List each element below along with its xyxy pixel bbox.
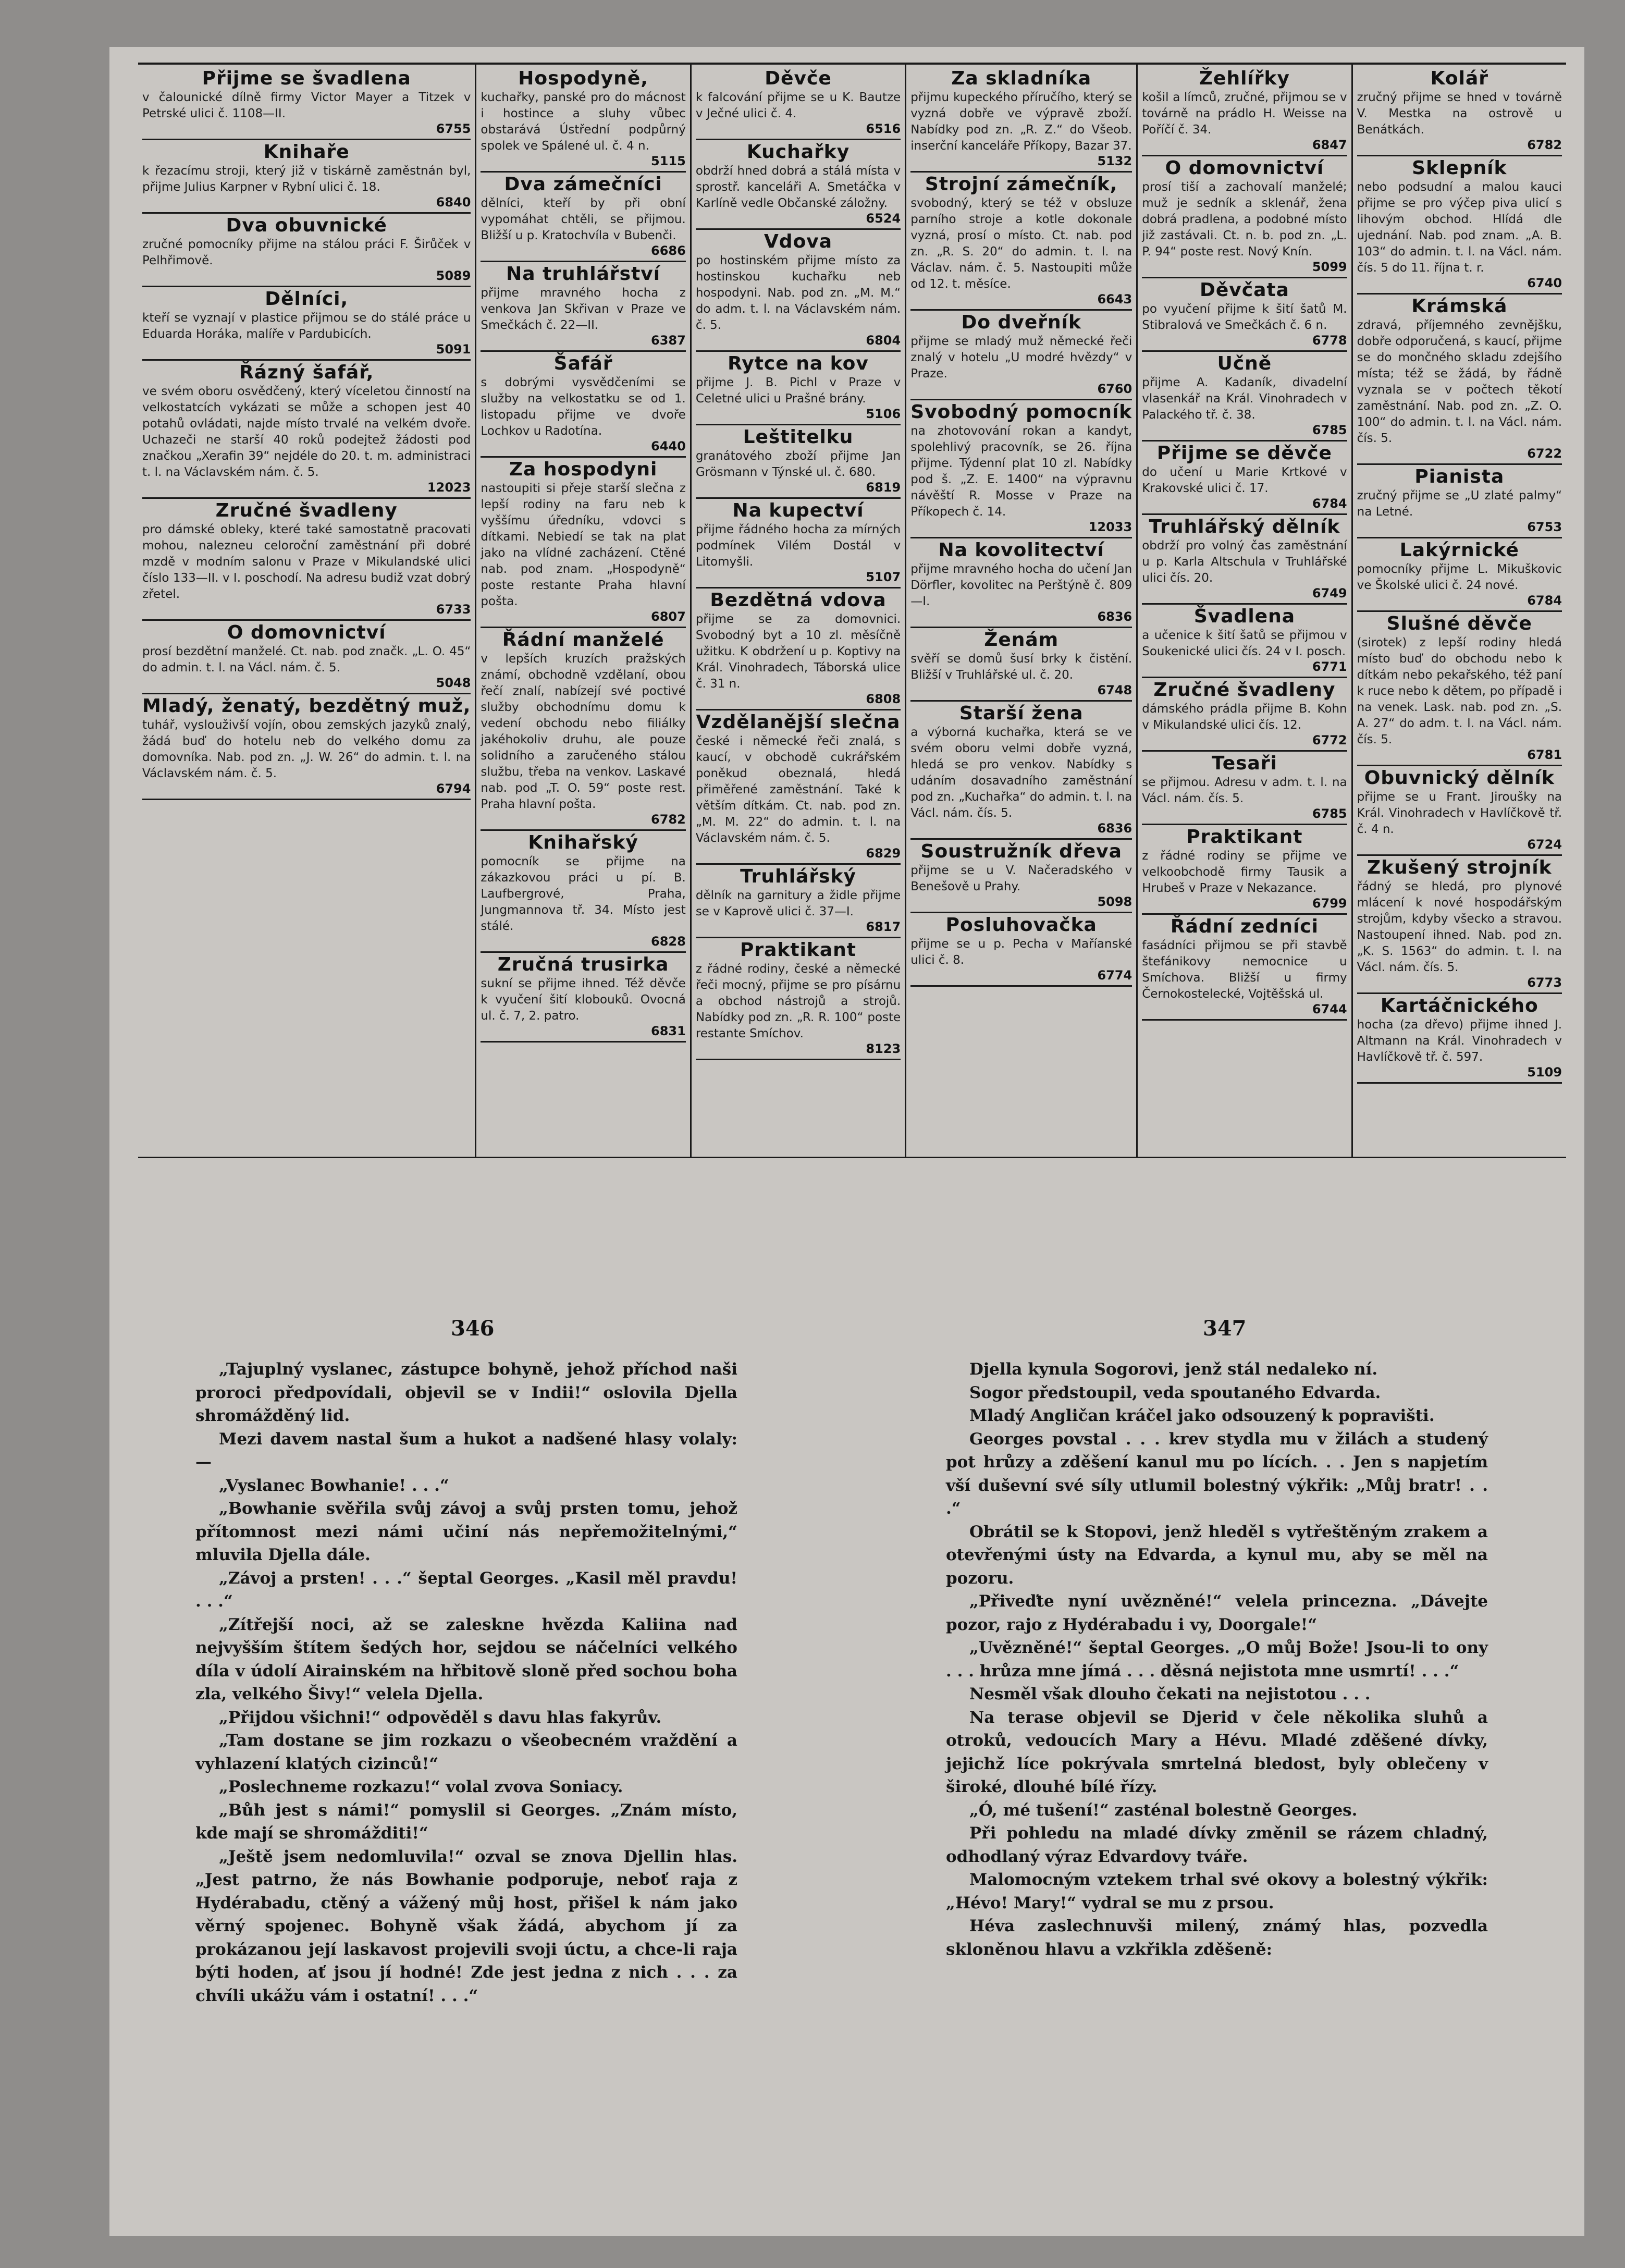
ad-text: do učení u Marie Krtkové v Krakovské ulici č. 17. (1142, 465, 1347, 495)
ad-text: zručný přijme se hned v továrně V. Mestka na ostrově u Benátkách. (1357, 91, 1562, 137)
ad-heading: Starší žena (959, 703, 1084, 724)
ad-heading: Vzdělanější slečna (696, 712, 901, 733)
ad-number: 6808 (866, 692, 901, 706)
ad-heading: Učně (1217, 353, 1272, 374)
ad-number: 6686 (651, 243, 686, 258)
ad-text: z řádné rodiny, české a německé řeči mocný, přijme se pro písárnu a obchod nástrojů a strojů. Nabídky pod zn. „R. R. 100“ poste restante Smíchov. (695, 962, 901, 1040)
ad-number: 6782 (651, 812, 686, 827)
story-paragraph: Obrátil se k Stopovi, jenž hleděl s vytřeštěným zrakem a otevřenými ústy na Edvarda, a kynul mu, aby se měl na pozoru. (946, 1522, 1488, 1588)
ad-number: 6760 (1097, 382, 1132, 396)
ad-text: prosí tiší a zachovalí manželé; muž je sedník a sklenář, žena dobrá pradlena, a podobné místo již zastávali. Ct. n. b. pod zn. „L. P. 94“ poste rest. Nový Knín. (1142, 180, 1347, 259)
ad-number: 6847 (1312, 138, 1347, 152)
ad-text: z řádné rodiny se přijme ve velkoobchodě firmy Tausik a Hrubeš v Praze v Nekazance. (1142, 849, 1347, 895)
ad-heading: Za hospodyni (509, 459, 658, 480)
ad-text: řádný se hledá, pro plynové mlácení k nové hospodářským strojům, kdyby všecko a stravou. Nastoupení ihned. Nab. pod zn. „K. S. 1563“ do admin. t. l. na Václ. nám. čís. 5. (1357, 880, 1562, 974)
ads-column-6 (1351, 65, 1566, 1157)
ad-text: zručné pomocníky přijme na stálou práci F. Širůček v Pelhřimově. (142, 238, 471, 267)
classified-ad (910, 702, 1132, 840)
ad-number: 5107 (866, 570, 901, 584)
classified-ad (1357, 994, 1562, 1084)
story-paragraph: „Bowhanie svěřila svůj závoj a svůj prsten tomu, jehož přítomnost mezi námi učiní nás nepřemožitelnými,“ mluvila Djella dále. (195, 1499, 737, 1564)
ad-heading: Děvčata (1199, 279, 1289, 301)
ad-heading: Rytce na kov (728, 353, 869, 374)
story-page-right (946, 1358, 1488, 1961)
classified-ad (142, 214, 471, 287)
ad-text: přijme mravného hocha z venkova Jan Skřivan v Praze ve Smečkách č. 22—II. (481, 286, 686, 332)
classified-ad (481, 831, 685, 953)
ad-text: sukní se přijme ihned. Též děvče k vyučení šití klobouků. Ovocná ul. č. 7, 2. patro. (481, 977, 686, 1023)
ad-number: 6794 (436, 781, 471, 796)
ad-heading: Na kovolitectví (938, 540, 1104, 561)
ad-text: přijmu kupeckého příručího, který se vyzná dobře ve výpravě zboží. Nabídky pod zn. „R. Z.“ do Všeob. inserční kanceláře Příkopy, Bazar 37. (910, 91, 1132, 153)
ad-text: přijme se mladý muž německé řeči znalý v hotelu „U modré hvězdy“ v Praze. (910, 335, 1132, 381)
ad-heading: Posluhovačka (945, 914, 1097, 936)
ads-column-1 (138, 65, 475, 1157)
ad-number: 6784 (1527, 593, 1562, 608)
ads-column-5 (1136, 65, 1351, 1157)
ad-heading: Kolář (1430, 68, 1489, 89)
ad-heading: Truhlářský dělník (1149, 516, 1340, 537)
ad-number: 6829 (866, 846, 901, 861)
classified-ad (1142, 605, 1347, 678)
ad-number: 5048 (436, 676, 471, 690)
ad-text: pomocník se přijme na zákazkovou práci u pí. B. Laufbergrové, Praha, Jungmannova tř. 34. Místo jest stálé. (481, 855, 686, 933)
ad-text: přijme se u p. Pecha v Maříanské ulici č. 8. (910, 937, 1132, 967)
ad-heading: O domovnictví (227, 622, 386, 643)
classified-ad (910, 628, 1132, 702)
story-paragraph: Mezi davem nastal šum a hukot a nadšené hlasy volaly: — (195, 1429, 737, 1472)
ad-heading: Do dveřník (961, 312, 1081, 333)
classified-ad (481, 458, 685, 628)
ad-number: 12033 (1088, 520, 1132, 534)
ad-heading: Soustružník dřeva (920, 841, 1122, 862)
ad-text: přijme se u V. Načeradského v Benešově u Prahy. (910, 864, 1132, 893)
classified-ad (1142, 352, 1347, 442)
ad-heading: Přijme se švadlena (202, 68, 411, 89)
ad-heading: Na truhlářství (506, 263, 661, 285)
story-paragraph: Héva zaslechnuvši milený, známý hlas, pozvedla skloněnou hlavu a vzkřikla zděšeně: (946, 1917, 1488, 1959)
ad-heading: Strojní zámečník, (925, 174, 1118, 195)
ad-number: 5109 (1527, 1065, 1562, 1080)
story-paragraph: Malomocným vztekem trhal své okovy a bolestný výkřik: „Hévo! Mary!“ vydral se mu z prsou. (946, 1870, 1488, 1913)
ad-number: 5132 (1097, 154, 1132, 168)
classified-ad (1142, 156, 1347, 278)
ad-number: 6785 (1312, 806, 1347, 821)
classified-ad (1142, 915, 1347, 1021)
ad-number: 5089 (436, 268, 471, 283)
classified-ad (1357, 295, 1562, 465)
ad-heading: Řádní manželé (502, 629, 664, 651)
classified-ad (481, 173, 685, 262)
ad-heading: Děvče (765, 68, 832, 89)
ad-heading: Svobodný pomocník (910, 401, 1132, 423)
ad-number: 6524 (866, 211, 901, 226)
ad-text: pomocníky přijme L. Mikuškovic ve Školské ulici č. 24 nové. (1357, 562, 1562, 592)
classified-ad (142, 694, 471, 800)
ad-number: 6771 (1312, 659, 1347, 674)
ad-number: 6785 (1312, 423, 1347, 437)
ad-text: a výborná kuchařka, která se ve svém oboru velmi dobře vyzná, hledá se pro venkov. Nabídky s udáním dosavadního zaměstnání pod zn. „Kuchařka“ do admin. t. l. na Václ. nám. čís. 5. (910, 726, 1132, 820)
classified-ad (696, 499, 901, 589)
ad-heading: Zručná trusirka (497, 954, 669, 975)
ad-heading: Knihaře (263, 141, 350, 163)
classified-ad (481, 67, 685, 173)
ad-number: 6804 (866, 333, 901, 348)
ad-heading: Na kupectví (732, 500, 864, 521)
ad-heading: O domovnictví (1165, 157, 1324, 179)
classified-ad (910, 67, 1132, 173)
ad-heading: Slušné děvče (1386, 613, 1532, 634)
ad-number: 6748 (1097, 683, 1132, 697)
ad-number: 6782 (1527, 138, 1562, 152)
ad-heading: Kuchařky (746, 141, 850, 163)
classified-ad (481, 262, 685, 352)
ad-heading: Zručné švadleny (215, 500, 398, 521)
ad-heading: Přijme se děvče (1156, 443, 1332, 464)
ad-heading: Zkušený strojník (1367, 857, 1552, 878)
ad-text: přijme se za domovnici. Svobodný byt a 10 zl. měsíčně užitku. K obdržení u p. Koptivy na Král. Vinohradech, Táborská ulice č. 31 n. (695, 612, 901, 691)
ad-heading: Žehlířky (1199, 68, 1290, 89)
ad-heading: Pianista (1414, 466, 1505, 487)
story-paragraph: „Přiveďte nyní uvězněné!“ velela princezna. „Dávejte pozor, rajo z Hydérabadu i vy, Doorgale!“ (946, 1592, 1488, 1634)
ad-text: k řezacímu stroji, který již v tiskárně zaměstnán byl, přijme Julius Karpner v Rybní ulici č. 18. (142, 164, 471, 194)
classified-ad (142, 140, 471, 214)
classified-ad (481, 953, 685, 1043)
ad-text: obdrží hned dobrá a stálá místa v sprostř. kanceláři A. Smetáčka v Karlíně vedle Občanské záložny. (695, 164, 901, 210)
classified-ad (910, 173, 1132, 311)
ad-number: 5115 (651, 154, 686, 168)
ad-number: 6836 (1097, 609, 1132, 624)
story-paragraph: „Zítřejší noci, až se zaleskne hvězda Kaliina nad nejvyšším štítem šedých hor, sejdou se náčelníci velkého díla v údolí Airainském na hřbitově sloně před sochou boha zla, velkého Šivy!“ velela Djella. (195, 1615, 737, 1703)
classified-ad (696, 352, 901, 425)
ad-text: (sirotek) z lepší rodiny hledá místo buď do obchodu nebo k dítkám nebo pekařského, též paní k ruce nebo k dětem, po případě i na venek. Lask. nab. pod zn. „S. A. 27“ do adm. t. l. na Václ. nám. čís. 5. (1357, 636, 1562, 746)
ad-text: svobodný, který se též v obsluze parního stroje a kotle dokonale vyzná, prosí o místo. Ct. nab. pod zn. „R. S. 20“ do admin. t. l. na Václav. nám. č. 5. Nastoupiti může od 12. t. měsíce. (910, 197, 1132, 291)
ad-number: 5099 (1312, 260, 1347, 274)
ad-number: 6784 (1312, 496, 1347, 511)
classified-ad (1357, 612, 1562, 766)
classified-ad (910, 400, 1132, 538)
ad-text: zručný přijme se „U zlaté palmy“ na Letné. (1357, 489, 1562, 519)
ad-text: nebo podsudní a malou kauci přijme se pro výčep piva ulicí s lihovým obchod. Hlídá dle ujednání. Nab. pod znam. „A. B. 103“ do admin. t. l. na Václ. nám. čís. 5 do 11. října t. r. (1357, 180, 1562, 275)
ad-heading: Praktikant (740, 939, 856, 961)
ad-heading: Za skladníka (951, 68, 1092, 89)
story-paragraph: „Uvězněné!“ šeptal Georges. „O můj Bože! Jsou-li to ony . . . hrůza mne jímá . . . děsná nejistota mne usmrtí! . . .“ (946, 1638, 1488, 1681)
ad-number: 5098 (1097, 894, 1132, 909)
story-paragraph: Georges povstal . . . krev stydla mu v žilách a studený pot hrůzy a zděšení kanul mu po lících. . . Jen s napjetím vší duševní své síly utlumil bolestný výkřik: „Můj bratr! . . .“ (946, 1429, 1488, 1518)
classified-ad (1357, 465, 1562, 538)
classified-ad (696, 865, 901, 938)
classified-ad (1357, 156, 1562, 295)
ad-heading: Řázný šafář, (239, 362, 374, 383)
ad-heading: Mladý, ženatý, bezdětný muž, (142, 695, 471, 717)
classified-ad (142, 621, 471, 694)
story-page-left (195, 1358, 737, 2007)
ad-number: 8123 (866, 1041, 901, 1056)
ads-column-2 (475, 65, 690, 1157)
ad-number: 6643 (1097, 292, 1132, 307)
ad-text: obdrží pro volný čas zaměstnání u p. Karla Altschula v Truhlářské ulici čís. 20. (1142, 539, 1347, 585)
ad-text: přijme A. Kadaník, divadelní vlasenkář na Král. Vinohradech v Palackého tř. č. 38. (1142, 376, 1347, 422)
ad-text: dělník na garnitury a židle přijme se v Kaprově ulici č. 37—I. (695, 889, 901, 918)
ad-text: české i německé řeči znalá, s kaucí, v obchodě cukrářském poněkud obeznalá, hledá přiměřené zaměstnání. Také k větším dítkám. Ct. nab. pod zn. „M. M. 22“ do admin. t. l. na Václavském nám. č. 5. (695, 734, 901, 845)
ad-text: prosí bezdětní manželé. Ct. nab. pod značk. „L. O. 45“ do admin. t. l. na Václ. nám. č. 5. (142, 645, 471, 675)
ad-number: 6781 (1527, 747, 1562, 762)
ad-number: 6733 (436, 602, 471, 617)
ad-heading: Švadlena (1193, 606, 1295, 627)
ad-text: kuchařky, panské pro do mácnost i hostince a sluhy vůbec obstarává Ústřední podpůrný spolek ve Spálené ul. č. 4 n. (481, 91, 686, 153)
classified-ad (910, 311, 1132, 400)
ad-text: po hostinském přijme místo za hostinskou kuchařku neb hospodyni. Nab. pod zn. „M. M.“ do adm. t. l. na Václavském nám. č. 5. (695, 254, 901, 332)
ad-text: po vyučení přijme k šití šatů M. Stibralová ve Smečkách č. 6 n. (1142, 302, 1347, 332)
classified-ad (1357, 67, 1562, 156)
classified-ad (910, 840, 1132, 913)
ad-text: s dobrými vysvědčeními se služby na velkostatku se od 1. listopadu přijme ve dvoře Lochkov u Radotína. (481, 376, 686, 438)
ad-heading: Ženám (984, 629, 1059, 651)
ad-heading: Sklepník (1412, 157, 1507, 179)
ad-heading: Kartáčnického (1380, 995, 1538, 1016)
ad-heading: Truhlářský (740, 866, 856, 887)
story-paragraph: „Ještě jsem nedomluvila!“ ozval se znova Djellin hlas. „Jest patrno, že nás Bowhanie podporuje, neboť raja z Hydérabadu, ctěný a vážený můj host, přišel k nám jako věrný spojenec. Bohyně však žádá, abychom jí za prokázanou její laskavost projevili svoji úctu, a chce-li raja býti hoden, ať jsou jí hodné! Zde jest jedna z nich . . . za chvíli ukážu vám i ostatní! . . .“ (195, 1847, 737, 2005)
ad-text: v čalounické dílně firmy Victor Mayer a Titzek v Petrské ulici č. 1108—II. (142, 91, 471, 120)
ads-column-3 (690, 65, 905, 1157)
classified-ad (696, 67, 901, 140)
ad-number: 6753 (1527, 520, 1562, 534)
ad-number: 6836 (1097, 821, 1132, 836)
classified-ad (1142, 67, 1347, 156)
ad-number: 6819 (866, 480, 901, 495)
ad-number: 6773 (1527, 975, 1562, 990)
classified-ad (696, 938, 901, 1060)
ad-number: 6772 (1312, 733, 1347, 747)
classified-ad (696, 140, 901, 230)
ad-heading: Dva obuvnické (226, 215, 387, 236)
ad-number: 6755 (436, 121, 471, 136)
ad-text: kteří se vyznají v plastice přijmou se do stálé práce u Eduarda Horáka, malíře v Pardubicích. (142, 311, 471, 341)
classified-ad (1357, 856, 1562, 994)
story-paragraph: „Přijdou všichni!“ odpověděl s davu hlas fakyrův. (219, 1708, 662, 1727)
ad-number: 6387 (651, 333, 686, 348)
ad-text: ve svém oboru osvědčený, který víceletou činností na velkostatcích vykázati se může a schopen jest 40 potahů ovládati, najde místo trvalé na velkém dvoře. Uchazeči ne starší 40 roků podejtež žádosti pod značkou „Xerafin 39“ nejdéle do 20. t. m. administraci t. l. na Václavském nám. č. 5. (142, 385, 471, 479)
story-paragraph: „Vyslanec Bowhanie! . . .“ (219, 1476, 449, 1495)
classified-ad (1142, 678, 1347, 752)
ad-heading: Bezdětná vdova (710, 590, 887, 611)
ad-text: dělníci, kteří by při obní vypomáhat chtěli, se přijmou. Bližší u p. Kratochvíla v Bubenči. (481, 197, 686, 242)
classified-ad (142, 499, 471, 621)
ad-text: pro dámské obleky, které také samostatně pracovati mohou, nalezneu celoroční zaměstnání při dobré mzdě v modním salonu v Praze v Mikulandské ulici číslo 133—II. v I. poschodí. Na adresu budiž vzat dobrý zřetel. (142, 523, 471, 601)
story-paragraph: „Tajuplný vyslanec, zástupce bohyně, jehož příchod naši proroci předpovídali, objevil se v Indii!“ oslovila Djella shromážděný lid. (195, 1360, 737, 1425)
ad-heading: Krámská (1411, 296, 1508, 317)
classified-ad (696, 230, 901, 352)
ad-number: 6828 (651, 934, 686, 949)
classified-ad (142, 361, 471, 499)
ad-heading: Vdova (764, 231, 833, 252)
story-paragraph: Djella kynula Sogorovi, jenž stál nedaleko ní. (969, 1360, 1378, 1379)
classified-ad (1142, 278, 1347, 352)
story-paragraph: „Tam dostane se jim rozkazu o všeobecném vraždění a vyhlazení klatých cizinců!“ (195, 1731, 737, 1773)
classified-ad (910, 913, 1132, 987)
ad-text: na zhotovování rokan a kandyt, spolehlivý pracovník, se 26. října přijme. Týdenní plat 10 zl. Nabídky pod š. „Z. E. 1400“ na výpravnu návěští R. Mosse v Praze na Příkopech č. 14. (910, 424, 1132, 519)
classified-ad (696, 710, 901, 865)
story-paragraph: „Poslechneme rozkazu!“ volal zvova Soniacy. (219, 1777, 623, 1796)
ad-text: přijme řádného hocha za mírných podmínek Vilém Dostál v Litomyšli. (695, 523, 901, 569)
ad-heading: Knihařský (528, 832, 638, 853)
classified-ad (1142, 442, 1347, 515)
ad-text: nastoupiti si přeje starší slečna z lepší rodiny na faru neb k vyššímu úředníku, vdovci s dítkami. Nebiedí se tak na plat jako na vlídné zacházení. Ctěné nab. pod znam. „Hospodyně“ poste restante Praha hlavní pošta. (481, 482, 686, 608)
ad-number: 6740 (1527, 276, 1562, 290)
ad-text: svěří se domů šusí brky k čistění. Bližší v Truhlářské ul. č. 20. (910, 652, 1132, 682)
ad-number: 6744 (1312, 1002, 1347, 1016)
story-paragraph: „Ó, mé tušení!“ zasténal bolestně Georges. (969, 1800, 1358, 1820)
story-paragraph: Mladý Angličan kráčel jako odsouzený k popravišti. (969, 1406, 1435, 1425)
page-number-left: 346 (451, 1316, 495, 1341)
ad-text: a učenice k šití šatů se přijmou v Soukenické ulici čís. 24 v I. posch. (1142, 629, 1347, 658)
ad-heading: Dělníci, (265, 288, 349, 310)
ad-number: 6831 (651, 1024, 686, 1038)
classified-ad (142, 67, 471, 140)
classified-ad (696, 589, 901, 710)
ad-text: se přijmou. Adresu v adm. t. l. na Václ. nám. čís. 5. (1142, 776, 1347, 805)
ad-text: fasádníci přijmou se při stavbě štefánikovy nemocnice u Smíchova. Bližší u firmy Černokostelecké, Vojtěšská ul. (1142, 939, 1347, 1001)
ad-number: 5091 (436, 342, 471, 357)
ad-text: přijme J. B. Pichl v Praze v Celetné ulici u Prašné brány. (695, 376, 901, 406)
classified-ad (910, 538, 1132, 628)
ad-heading: Obuvnický dělník (1364, 767, 1555, 789)
ad-text: k falcování přijme se u K. Bautze v Ječné ulici č. 4. (695, 91, 901, 120)
ad-heading: Řádní zedníci (1170, 916, 1319, 937)
classified-ad (481, 628, 685, 831)
story-paragraph: „Bůh jest s námi!“ pomyslil si Georges. „Znám místo, kde mají se shromážditi!“ (195, 1800, 737, 1843)
ad-number: 5106 (866, 407, 901, 421)
ad-number: 6778 (1312, 333, 1347, 348)
ad-number: 6749 (1312, 586, 1347, 600)
ad-heading: Leštitelku (743, 426, 854, 448)
ad-text: hocha (za dřevo) přijme ihned J. Altmann na Král. Vinohradech v Havlíčkově tř. č. 597. (1357, 1018, 1562, 1064)
classified-ads-section (138, 63, 1566, 1158)
ad-number: 6799 (1312, 896, 1347, 911)
ad-heading: Dva zámečníci (504, 174, 662, 195)
story-paragraph: „Závoj a prsten! . . .“ šeptal Georges. „Kasil měl pravdu! . . .“ (195, 1568, 737, 1611)
ad-text: dámského prádla přijme B. Kohn v Mikulandské ulici čís. 12. (1142, 702, 1347, 732)
classified-ad (1142, 825, 1347, 915)
ad-number: 6774 (1097, 968, 1132, 983)
ad-heading: Praktikant (1186, 826, 1303, 848)
ad-text: košil a límců, zručné, přijmou se v továrně na prádlo H. Weisse na Poříčí č. 34. (1142, 91, 1347, 137)
classified-ad (696, 425, 901, 499)
ad-text: v lepších kruzích pražských známí, obchodně vzdělaní, obou řečí znalí, nabízejí své poctivé služby obchodnímu domu k vedení obchodu nebo filiálky jakéhokoliv druhu, ale pouze solidního a zaručeného stálou službu, třeba na venkov. Laskavé nab. pod „T. O. 59“ poste rest. Praha hlavní pošta. (481, 652, 686, 811)
ad-heading: Tesaři (1211, 753, 1277, 774)
ad-number: 6807 (651, 609, 686, 624)
ad-number: 6840 (436, 195, 471, 210)
ad-heading: Hospodyně, (518, 68, 648, 89)
ad-text: tuhář, vyslouživší vojín, obou zemských jazyků znalý, žádá buď do hotelu neb do velkého domu za domovníka. Nab. pod zn. „J. W. 26“ do admin. t. l. na Václavském nám. č. 5. (142, 718, 471, 780)
ad-heading: Šafář (553, 353, 613, 374)
ad-text: granátového zboží přijme Jan Grösmann v Týnské ul. č. 680. (695, 449, 901, 479)
ad-number: 6440 (651, 439, 686, 453)
classified-ad (1142, 515, 1347, 605)
classified-ad (1142, 752, 1347, 825)
ad-heading: Lakýrnické (1399, 540, 1519, 561)
ad-text: zdravá, příjemného zevnějšku, dobře odporučená, s kaucí, přijme se do mončného skladu zdejšího místa; též se žádá, by řádně vyznala se v počtech těkotí zaměstnání. Nab. pod zn. „Z. O. 100“ do admin. t. l. na Václ. nám. čís. 5. (1357, 318, 1562, 445)
ad-number: 6722 (1527, 446, 1562, 461)
story-paragraph: Sogor předstoupil, veda spoutaného Edvarda. (969, 1383, 1381, 1402)
ads-column-4 (905, 65, 1136, 1157)
story-paragraph: Nesměl však dlouho čekati na nejistotou . . . (969, 1685, 1371, 1703)
story-paragraph: Na terase objevil se Djerid v čele několika sluhů a otroků, vedoucích Mary a Hévu. Mladé zděšené dívky, jejichž líce pokrývala smrtelná bledost, byly oblečeny v široké, dlouhé bílé řízy. (946, 1708, 1488, 1796)
story-paragraph: Při pohledu na mladé dívky změnil se rázem chladný, odhodlaný výraz Edvardovy tváře. (946, 1824, 1488, 1866)
classified-ad (481, 352, 685, 458)
classified-ad (1357, 766, 1562, 856)
ad-heading: Zručné švadleny (1153, 679, 1336, 701)
ad-text: přijme mravného hocha do učení Jan Dörfler, kovolitec na Perštýně č. 809—I. (910, 562, 1132, 608)
ad-number: 6817 (866, 920, 901, 934)
ad-number: 12023 (427, 480, 471, 495)
ad-text: přijme se u Frant. Jiroušky na Král. Vinohradech v Havlíčkově tř. č. 4 n. (1357, 790, 1562, 836)
ad-number: 6516 (866, 121, 901, 136)
classified-ad (142, 287, 471, 361)
classified-ad (1357, 538, 1562, 612)
ad-number: 6724 (1527, 837, 1562, 852)
page-number-right: 347 (1203, 1316, 1247, 1341)
